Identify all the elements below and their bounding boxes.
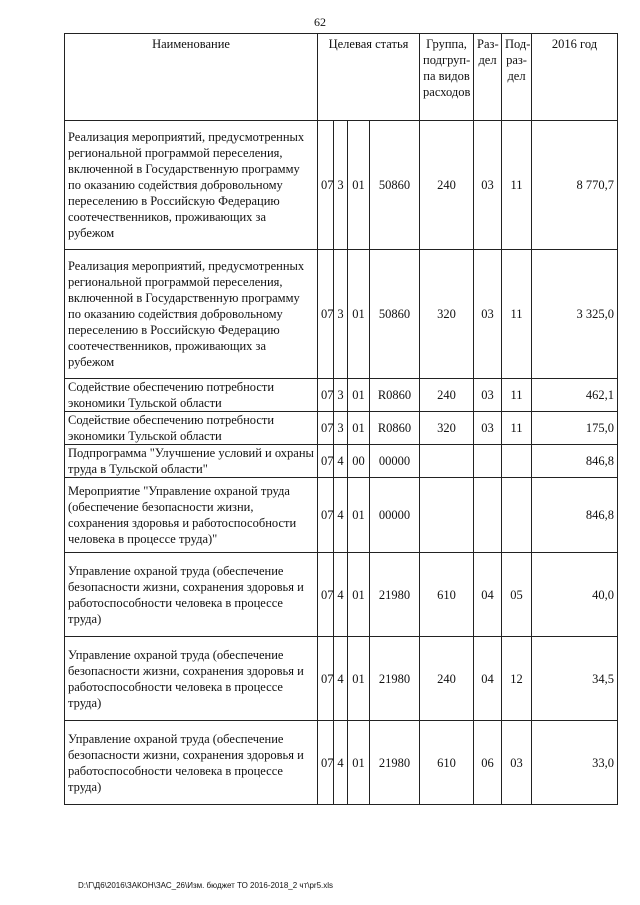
- table-row: [65, 553, 618, 637]
- table-row: [65, 637, 618, 721]
- section-code: [474, 445, 502, 478]
- target-article-subprogram: 4: [334, 637, 348, 721]
- row-name: Реализация мероприятий, предусмотренных региональной программой переселения, включенной в Государственную программу по оказанию содействия добровольному переселению в Российскую Федерацию соотечественников, проживающих за рубежом: [65, 121, 318, 250]
- header-name: Наименование: [65, 34, 318, 121]
- section-code: [474, 478, 502, 553]
- row-name: Мероприятие "Управление охраной труда (обеспечение безопасности жизни, сохранения здоровья и работоспособности человека в процессе труда)": [65, 478, 318, 553]
- expense-group: 240: [420, 637, 474, 721]
- amount-2016: 846,8: [532, 445, 618, 478]
- target-article-program: 07: [318, 412, 334, 445]
- target-article-event: 01: [348, 250, 370, 379]
- target-article-program: 07: [318, 250, 334, 379]
- expense-group: [420, 445, 474, 478]
- target-article-program: 07: [318, 478, 334, 553]
- target-article-direction: 50860: [370, 121, 420, 250]
- target-article-event: 00: [348, 445, 370, 478]
- expense-group: 320: [420, 250, 474, 379]
- target-article-subprogram: 3: [334, 412, 348, 445]
- expense-group: 240: [420, 121, 474, 250]
- header-subsection: Под- раз- дел: [502, 34, 532, 121]
- target-article-event: 01: [348, 478, 370, 553]
- section-code: 06: [474, 721, 502, 805]
- amount-2016: 40,0: [532, 553, 618, 637]
- table-row: [65, 721, 618, 805]
- target-article-event: 01: [348, 121, 370, 250]
- target-article-subprogram: 3: [334, 250, 348, 379]
- table-header-row: [65, 34, 618, 121]
- target-article-program: 07: [318, 637, 334, 721]
- target-article-event: 01: [348, 721, 370, 805]
- file-path-footer: D:\Г\Д6\2016\ЗАКОН\ЗАС_26\Изм. бюджет ТО 2016-2018_2 чт\pr5.xls: [78, 881, 334, 890]
- target-article-event: 01: [348, 379, 370, 412]
- target-article-direction: 00000: [370, 478, 420, 553]
- budget-table: [64, 33, 618, 805]
- subsection-code: 05: [502, 553, 532, 637]
- subsection-code: 11: [502, 379, 532, 412]
- target-article-subprogram: 4: [334, 553, 348, 637]
- page-number: 62: [314, 15, 326, 29]
- target-article-program: 07: [318, 379, 334, 412]
- header-target-article: Целевая статья: [318, 34, 420, 121]
- header-year: 2016 год: [532, 34, 618, 121]
- amount-2016: 8 770,7: [532, 121, 618, 250]
- target-article-direction: 21980: [370, 553, 420, 637]
- amount-2016: 3 325,0: [532, 250, 618, 379]
- row-name: Содействие обеспечению потребности экономики Тульской области: [65, 379, 318, 412]
- target-article-direction: 00000: [370, 445, 420, 478]
- subsection-code: [502, 445, 532, 478]
- header-section: Раз- дел: [474, 34, 502, 121]
- section-code: 03: [474, 379, 502, 412]
- subsection-code: 11: [502, 250, 532, 379]
- section-code: 04: [474, 553, 502, 637]
- row-name: Управление охраной труда (обеспечение безопасности жизни, сохранения здоровья и работоспособности человека в процессе труда): [65, 553, 318, 637]
- row-name: Управление охраной труда (обеспечение безопасности жизни, сохранения здоровья и работоспособности человека в процессе труда): [65, 637, 318, 721]
- target-article-subprogram: 3: [334, 121, 348, 250]
- target-article-direction: R0860: [370, 379, 420, 412]
- amount-2016: 175,0: [532, 412, 618, 445]
- section-code: 03: [474, 250, 502, 379]
- amount-2016: 33,0: [532, 721, 618, 805]
- section-code: 03: [474, 412, 502, 445]
- subsection-code: [502, 478, 532, 553]
- target-article-subprogram: 4: [334, 445, 348, 478]
- header-expense-group: Группа, подгруп- па видов расходов: [420, 34, 474, 121]
- table-row: [65, 478, 618, 553]
- table-row: [65, 412, 618, 445]
- table-row: [65, 250, 618, 379]
- target-article-event: 01: [348, 637, 370, 721]
- target-article-direction: 21980: [370, 721, 420, 805]
- target-article-program: 07: [318, 121, 334, 250]
- row-name: Содействие обеспечению потребности экономики Тульской области: [65, 412, 318, 445]
- row-name: Управление охраной труда (обеспечение безопасности жизни, сохранения здоровья и работоспособности человека в процессе труда): [65, 721, 318, 805]
- expense-group: 610: [420, 553, 474, 637]
- target-article-subprogram: 4: [334, 478, 348, 553]
- expense-group: [420, 478, 474, 553]
- target-article-direction: R0860: [370, 412, 420, 445]
- subsection-code: 11: [502, 412, 532, 445]
- target-article-subprogram: 3: [334, 379, 348, 412]
- target-article-program: 07: [318, 721, 334, 805]
- target-article-program: 07: [318, 553, 334, 637]
- expense-group: 240: [420, 379, 474, 412]
- table-row: [65, 121, 618, 250]
- target-article-event: 01: [348, 412, 370, 445]
- row-name: Подпрограмма "Улучшение условий и охраны труда в Тульской области": [65, 445, 318, 478]
- subsection-code: 03: [502, 721, 532, 805]
- table-row: [65, 445, 618, 478]
- amount-2016: 462,1: [532, 379, 618, 412]
- amount-2016: 34,5: [532, 637, 618, 721]
- target-article-subprogram: 4: [334, 721, 348, 805]
- expense-group: 320: [420, 412, 474, 445]
- section-code: 03: [474, 121, 502, 250]
- expense-group: 610: [420, 721, 474, 805]
- section-code: 04: [474, 637, 502, 721]
- table-row: [65, 379, 618, 412]
- target-article-direction: 21980: [370, 637, 420, 721]
- subsection-code: 12: [502, 637, 532, 721]
- target-article-direction: 50860: [370, 250, 420, 379]
- amount-2016: 846,8: [532, 478, 618, 553]
- row-name: Реализация мероприятий, предусмотренных региональной программой переселения, включенной в Государственную программу по оказанию содействия добровольному переселению в Российскую Федерацию соотечественников, проживающих за рубежом: [65, 250, 318, 379]
- target-article-event: 01: [348, 553, 370, 637]
- target-article-program: 07: [318, 445, 334, 478]
- subsection-code: 11: [502, 121, 532, 250]
